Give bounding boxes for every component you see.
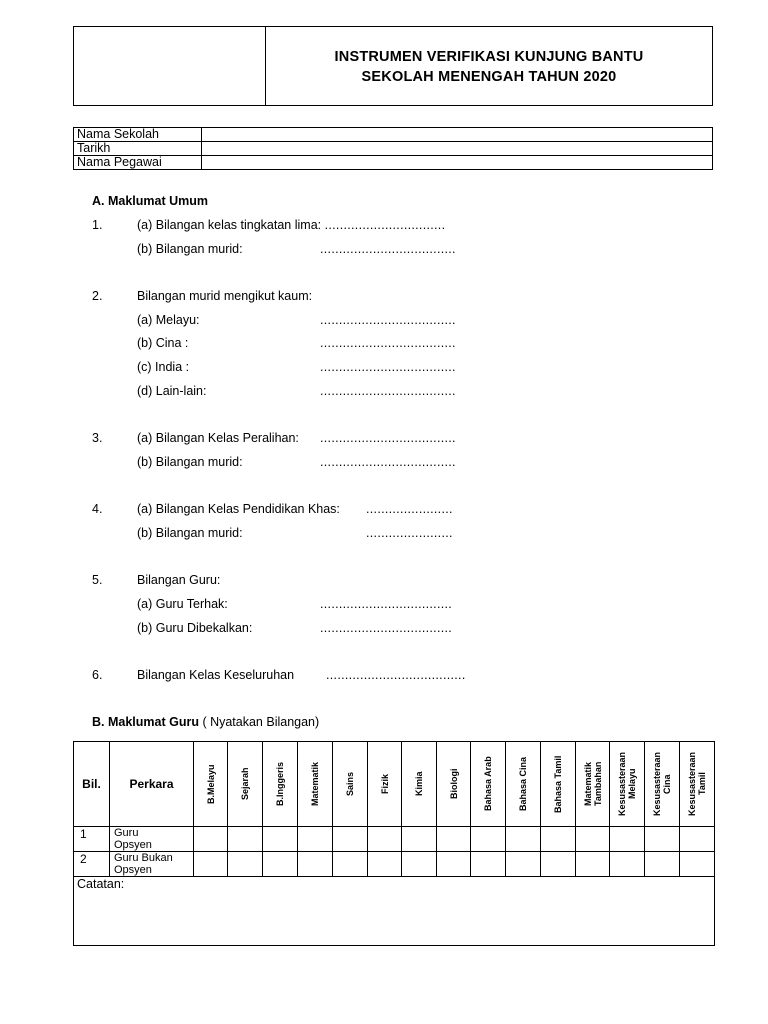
count-cell[interactable] (194, 827, 228, 852)
count-cell[interactable] (576, 827, 610, 852)
section-b-heading-note: ( Nyatakan Bilangan) (198, 715, 320, 729)
line-label: (b) Guru Dibekalkan: (137, 621, 253, 635)
count-cell[interactable] (610, 852, 645, 877)
col-header-subject: Sains (333, 742, 368, 827)
count-cell[interactable] (680, 852, 715, 877)
info-value-field[interactable] (202, 156, 713, 170)
line-label: (b) Cina : (137, 336, 189, 350)
line-label: (b) Bilangan murid: (137, 242, 243, 256)
notes-field[interactable] (74, 877, 715, 946)
count-cell[interactable] (368, 827, 402, 852)
count-cell[interactable] (645, 827, 680, 852)
col-header-subject: Biologi (437, 742, 471, 827)
fill-in-blank[interactable]: ....................... (366, 502, 453, 516)
count-cell[interactable] (680, 827, 715, 852)
item-line (137, 242, 243, 256)
count-cell[interactable] (298, 852, 333, 877)
fill-in-blank[interactable]: .................................... (320, 360, 456, 374)
col-header-subject: Bahasa Tamil (541, 742, 576, 827)
item-intro: Bilangan murid mengikut kaum: (137, 289, 313, 303)
col-header-subject: Kesusasteraan Cina (645, 742, 680, 827)
item-intro: Bilangan Guru: (137, 573, 221, 587)
info-row-nama-sekolah (74, 128, 713, 142)
count-cell[interactable] (471, 827, 506, 852)
item-number: 4. (92, 502, 103, 516)
count-cell[interactable] (228, 827, 263, 852)
line-label: (a) Bilangan Kelas Peralihan: (137, 431, 299, 445)
count-cell[interactable] (437, 827, 471, 852)
info-label: Nama Pegawai (74, 156, 202, 170)
title-line-1: INSTRUMEN VERIFIKASI KUNJUNG BANTU (334, 49, 644, 65)
row-number: 2 (74, 852, 110, 877)
info-label: Tarikh (74, 142, 202, 156)
section-b-heading-bold: B. Maklumat Guru (92, 715, 199, 729)
fill-in-blank[interactable]: .................................... (320, 431, 456, 445)
fill-in-blank[interactable]: .................................... (320, 336, 456, 350)
col-header-subject: Matematik (298, 742, 333, 827)
col-header-perkara: Perkara (110, 742, 194, 827)
line-label: (b) Bilangan murid: (137, 455, 243, 469)
fill-in-blank[interactable]: ....................... (366, 526, 453, 540)
count-cell[interactable] (298, 827, 333, 852)
count-cell[interactable] (333, 827, 368, 852)
info-row-tarikh (74, 142, 713, 156)
col-header-subject: Kimia (402, 742, 437, 827)
count-cell[interactable] (263, 852, 298, 877)
count-cell[interactable] (402, 827, 437, 852)
fill-in-blank[interactable]: ................................ (324, 218, 446, 232)
fill-in-blank[interactable]: .................................... (320, 455, 456, 469)
count-cell[interactable] (645, 852, 680, 877)
info-table (73, 127, 713, 170)
item-number: 3. (92, 431, 103, 445)
count-cell[interactable] (541, 827, 576, 852)
count-cell[interactable] (506, 852, 541, 877)
col-header-subject: Kesusasteraan Melayu (610, 742, 645, 827)
count-cell[interactable] (437, 852, 471, 877)
count-cell[interactable] (402, 852, 437, 877)
row-label: Guru Opsyen (110, 827, 194, 852)
fill-in-blank[interactable]: .................................... (320, 384, 456, 398)
section-b-heading (92, 715, 319, 729)
row-number: 1 (74, 827, 110, 852)
info-value-field[interactable] (202, 142, 713, 156)
item-number: 2. (92, 289, 103, 303)
info-row-nama-pegawai (74, 156, 713, 170)
count-cell[interactable] (610, 827, 645, 852)
row-label: Guru Bukan Opsyen (110, 852, 194, 877)
col-header-subject: Sejarah (228, 742, 263, 827)
count-cell[interactable] (263, 827, 298, 852)
line-label: (a) Bilangan Kelas Pendidikan Khas: (137, 502, 340, 516)
item-line (137, 218, 445, 232)
col-header-subject: Matematik Tambahan (576, 742, 610, 827)
count-cell[interactable] (541, 852, 576, 877)
col-header-subject: Bahasa Arab (471, 742, 506, 827)
notes-row (74, 877, 715, 946)
count-cell[interactable] (333, 852, 368, 877)
col-header-subject: Kesusasteraan Tamil (680, 742, 715, 827)
count-cell[interactable] (194, 852, 228, 877)
line-label: (d) Lain-lain: (137, 384, 207, 398)
header-logo-cell (74, 27, 266, 105)
item-number: 1. (92, 218, 103, 232)
line-label: Bilangan Kelas Keseluruhan (137, 668, 295, 682)
line-label: (c) India : (137, 360, 190, 374)
count-cell[interactable] (471, 852, 506, 877)
count-cell[interactable] (368, 852, 402, 877)
count-cell[interactable] (576, 852, 610, 877)
item-number: 5. (92, 573, 103, 587)
col-header-subject: B.Melayu (194, 742, 228, 827)
fill-in-blank[interactable]: .................................... (320, 242, 456, 256)
info-label: Nama Sekolah (74, 128, 202, 142)
title-line-2: SEKOLAH MENENGAH TAHUN 2020 (361, 69, 617, 85)
line-label: (a) Melayu: (137, 313, 200, 327)
table-row (74, 827, 715, 852)
section-a-heading: A. Maklumat Umum (92, 194, 208, 208)
teacher-table (73, 741, 715, 946)
line-label: (a) Bilangan kelas tingkatan lima: (137, 218, 322, 232)
table-header-row (74, 742, 715, 827)
line-label: (a) Guru Terhak: (137, 597, 228, 611)
count-cell[interactable] (506, 827, 541, 852)
col-header-subject: B.Inggeris (263, 742, 298, 827)
col-header-bil: Bil. (74, 742, 110, 827)
fill-in-blank[interactable]: .................................... (320, 313, 456, 327)
count-cell[interactable] (228, 852, 263, 877)
notes-label: Catatan: (77, 877, 125, 891)
fill-in-blank[interactable]: ................................... (320, 597, 453, 611)
col-header-subject: Bahasa Cina (506, 742, 541, 827)
col-header-subject: Fizik (368, 742, 402, 827)
fill-in-blank[interactable]: ................................... (320, 621, 453, 635)
document-title (266, 47, 712, 87)
table-row (74, 852, 715, 877)
line-label: (b) Bilangan murid: (137, 526, 243, 540)
item-number: 6. (92, 668, 103, 682)
info-value-field[interactable] (202, 128, 713, 142)
fill-in-blank[interactable]: ..................................... (326, 668, 466, 682)
header-box (73, 26, 713, 106)
